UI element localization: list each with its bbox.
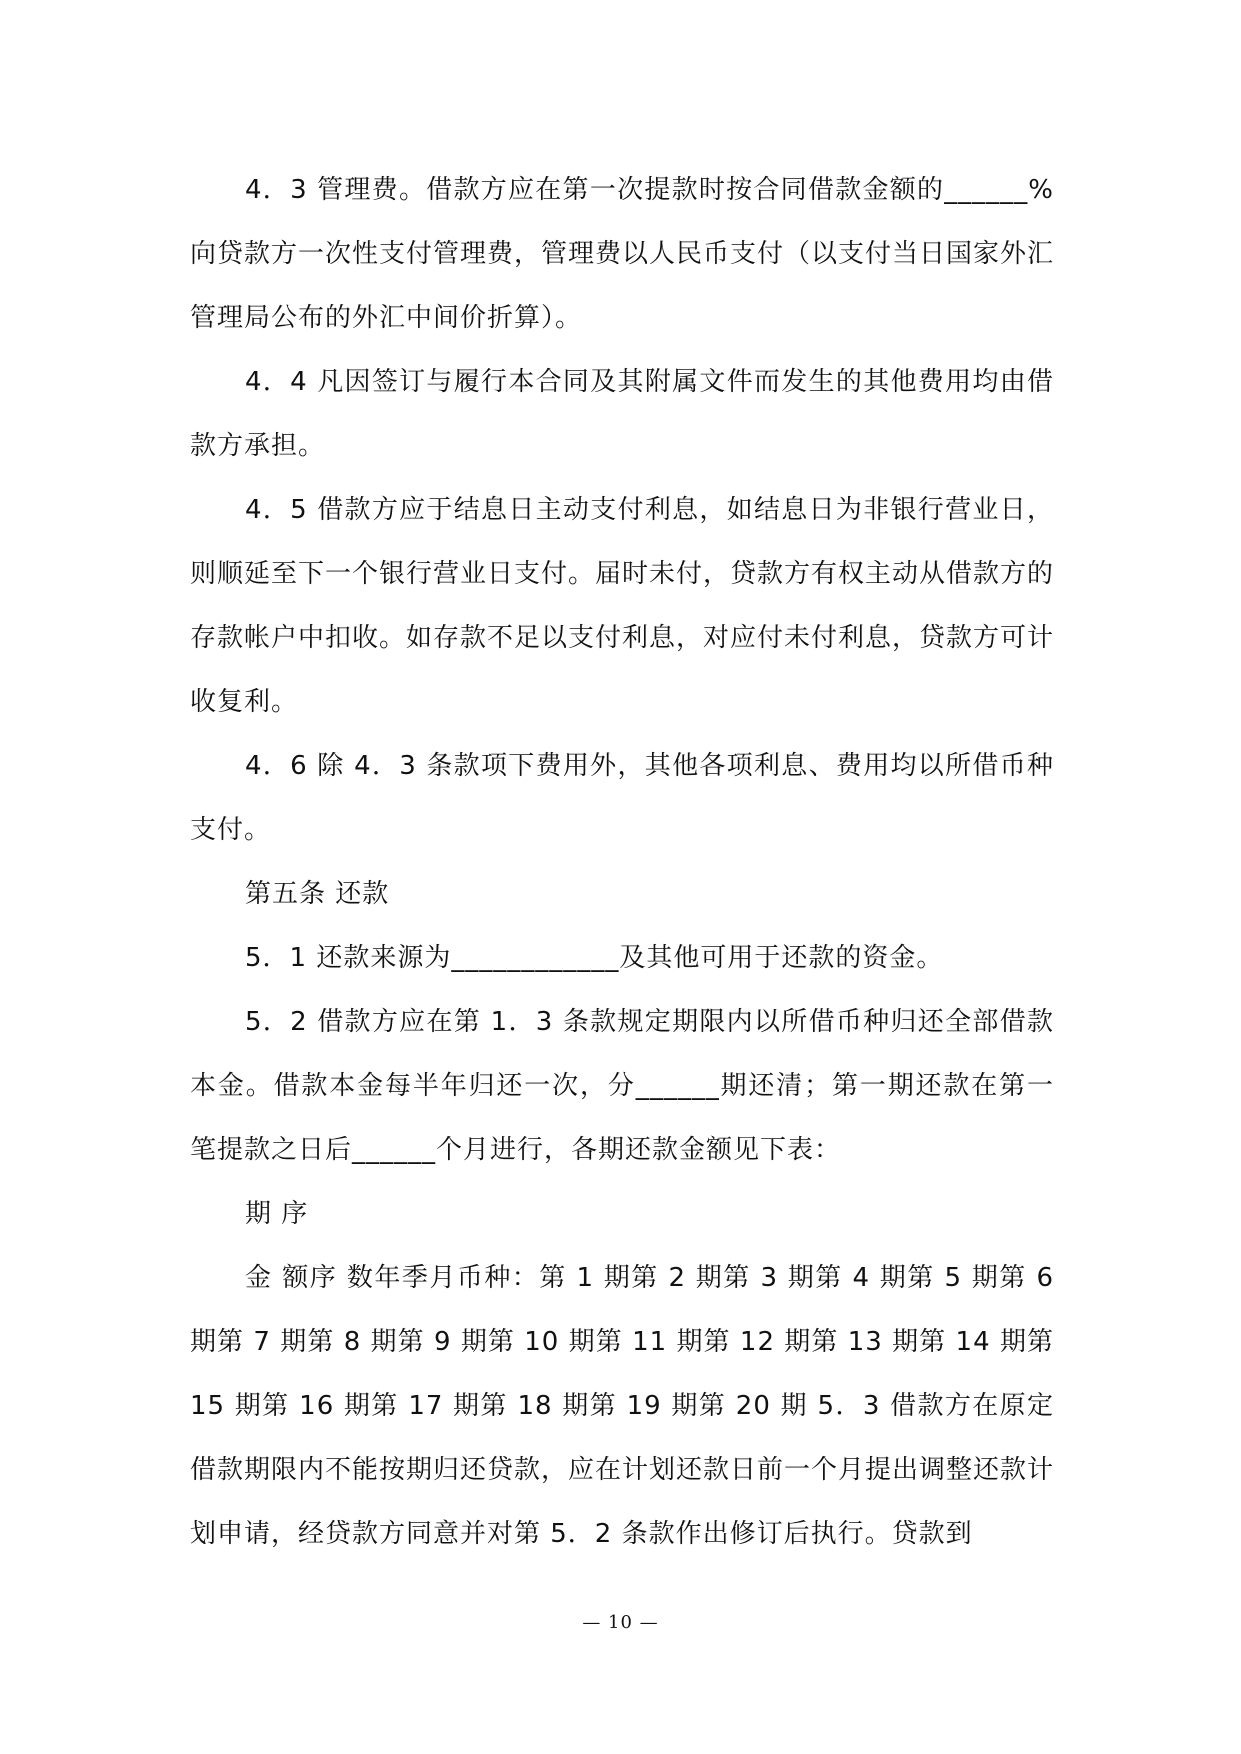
- paragraph-4-3: 4．3 管理费。借款方应在第一次提款时按合同借款金额的______%向贷款方一次性支付管理费，管理费以人民币支付（以支付当日国家外汇管理局公布的外汇中间价折算）。: [190, 175, 1055, 333]
- page-number: — 10 —: [582, 1612, 659, 1633]
- paragraph-4-4: 4．4 凡因签订与履行本合同及其附属文件而发生的其他费用均由借款方承担。: [190, 367, 1054, 461]
- paragraph-4-6: 4．6 除 4．3 条款项下费用外，其他各项利息、费用均以所借币种支付。: [190, 751, 1054, 845]
- paragraph-5-1: 5．1 还款来源为____________及其他可用于还款的资金。: [245, 943, 944, 973]
- document-body: [190, 158, 1054, 1566]
- table-heading-period: 期 序: [245, 1199, 309, 1229]
- paragraph-5-2: 5．2 借款方应在第 1．3 条款规定期限内以所借币种归还全部借款本金。借款本金每半年归还一次，分______期还清；第一期还款在第一笔提款之日后______个月进行，各期还款金额见下表：: [190, 1007, 1054, 1165]
- paragraph-4-5: 4．5 借款方应于结息日主动支付利息，如结息日为非银行营业日，则顺延至下一个银行营业日支付。届时未付，贷款方有权主动从借款方的存款帐户中扣收。如存款不足以支付利息，对应付未付利息，贷款方可计收复利。: [190, 495, 1055, 717]
- paragraph-repayment-table-and-5-3: 金 额序 数年季月币种：第 1 期第 2 期第 3 期第 4 期第 5 期第 6 期第 7 期第 8 期第 9 期第 10 期第 11 期第 12 期第 13 期第 14 期第 15 期第 16 期第 17 期第 18 期第 19 期第 20 期 5．3 借款方在原定借款期限内不能按期归还贷款，应在计划还款日前一个月提出调整还款计划申请，经贷款方同意并对第 5．2 条款作出修订后执行。贷款到: [190, 1263, 1055, 1549]
- section-heading-article-5: 第五条 还款: [245, 879, 390, 909]
